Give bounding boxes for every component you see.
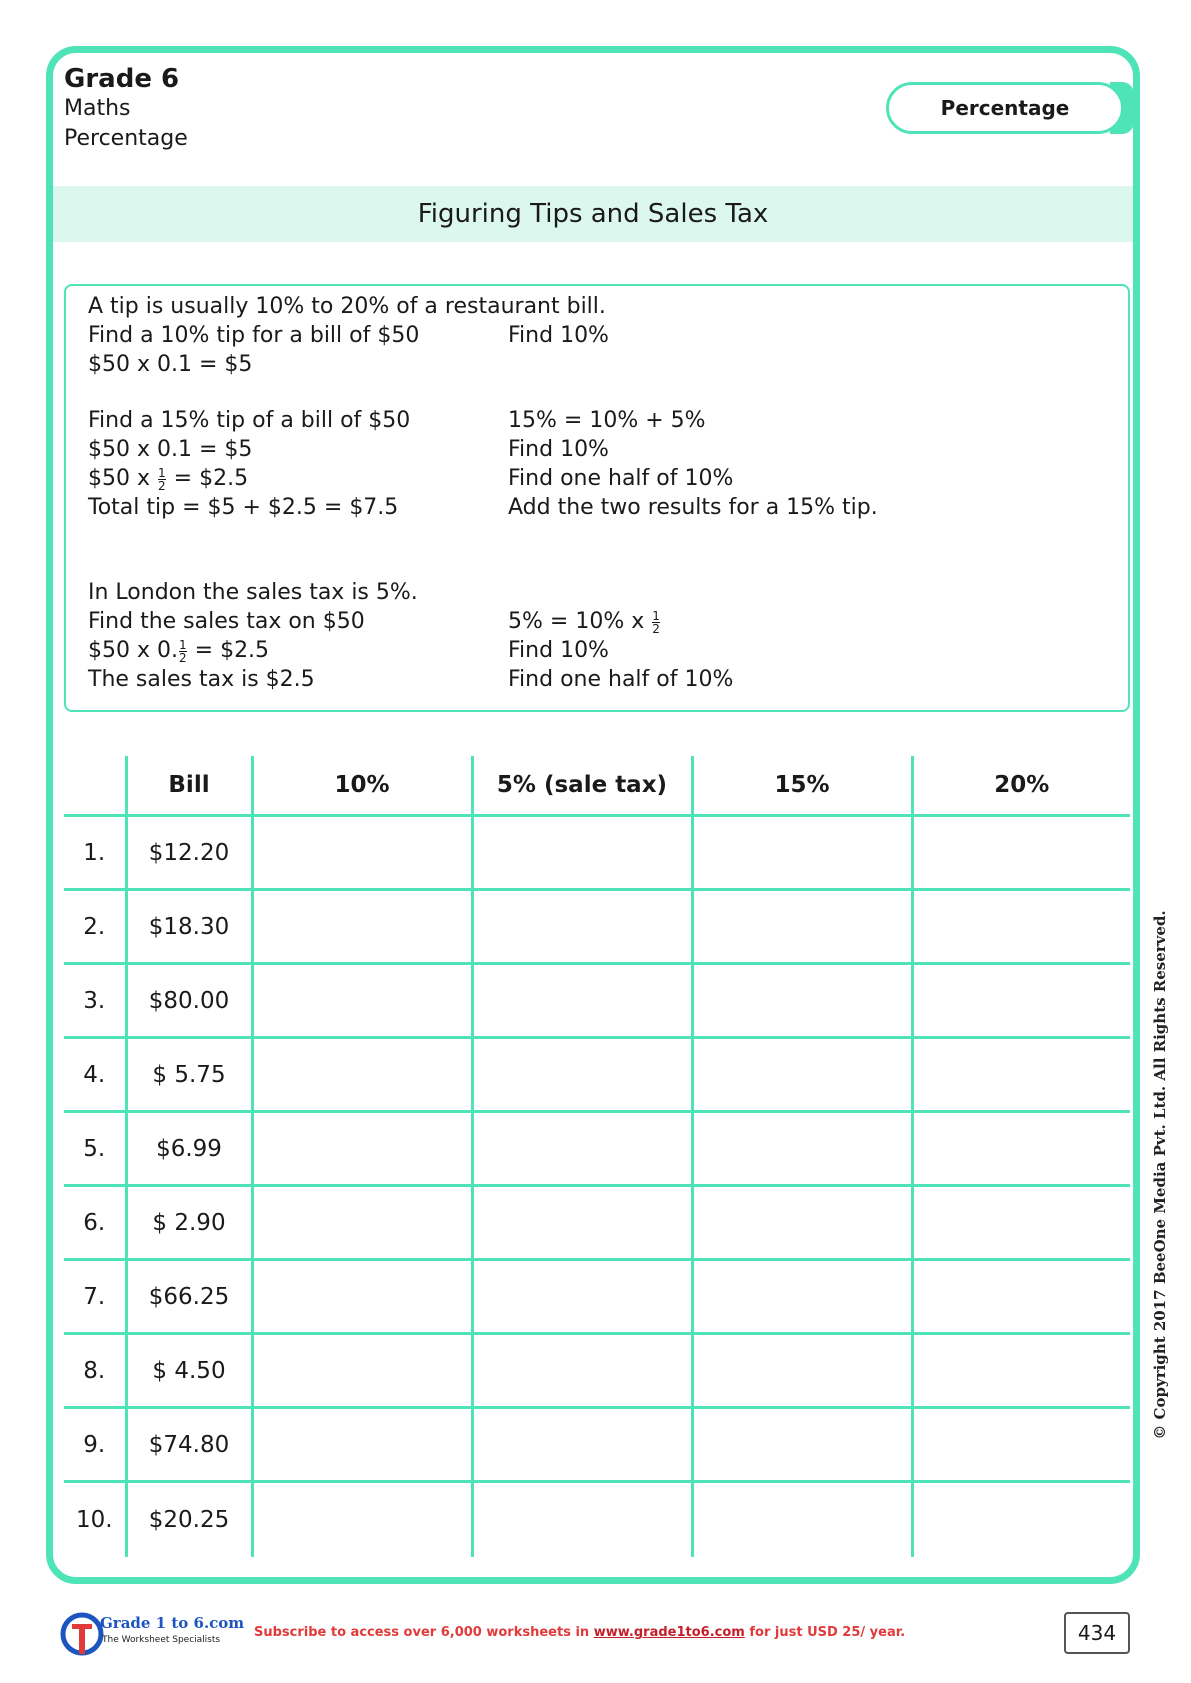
worksheet-title: Figuring Tips and Sales Tax — [53, 186, 1133, 242]
example-line: Find a 10% tip for a bill of $50 — [88, 323, 420, 348]
row-number: 9. — [64, 1408, 126, 1482]
header-number — [64, 756, 126, 816]
example-line: Find a 15% tip of a bill of $50 — [88, 408, 411, 433]
answer-20-percent[interactable] — [912, 1112, 1130, 1186]
answer-10-percent[interactable] — [252, 1186, 472, 1260]
example-line — [88, 464, 248, 493]
row-number: 5. — [64, 1112, 126, 1186]
answer-15-percent[interactable] — [692, 816, 912, 890]
example-note — [508, 607, 661, 636]
answer-20-percent[interactable] — [912, 890, 1130, 964]
answer-10-percent[interactable] — [252, 1112, 472, 1186]
header-5-percent-tax: 5% (sale tax) — [472, 756, 692, 816]
answer-5-percent-tax[interactable] — [472, 1112, 692, 1186]
example-line: Find the sales tax on $50 — [88, 609, 365, 634]
answer-15-percent[interactable] — [692, 1482, 912, 1558]
subscribe-banner — [254, 1625, 905, 1640]
answer-15-percent[interactable] — [692, 1112, 912, 1186]
answer-5-percent-tax[interactable] — [472, 1408, 692, 1482]
example-note: Find 10% — [508, 638, 609, 663]
header-20-percent: 20% — [912, 756, 1130, 816]
answer-10-percent[interactable] — [252, 890, 472, 964]
instruction-box — [64, 284, 1130, 712]
website-link[interactable]: www.grade1to6.com — [593, 1625, 745, 1640]
row-number: 4. — [64, 1038, 126, 1112]
half-fraction: $\frac{1}{2}$ — [158, 465, 166, 493]
bill-amount: $ 2.90 — [126, 1186, 252, 1260]
answer-5-percent-tax[interactable] — [472, 1260, 692, 1334]
example-note: Find 10% — [508, 323, 609, 348]
answer-table — [64, 756, 1130, 1557]
grade-label: Grade 6 — [64, 64, 180, 94]
row-number: 1. — [64, 816, 126, 890]
subscribe-text: for just USD 25/ year. — [749, 1625, 906, 1640]
answer-20-percent[interactable] — [912, 1038, 1130, 1112]
header-bill: Bill — [126, 756, 252, 816]
example-note: Add the two results for a 15% tip. — [508, 495, 878, 520]
example-line: $50 x 0.1 = $5 — [88, 437, 253, 462]
table-row — [64, 964, 1130, 1038]
answer-5-percent-tax[interactable] — [472, 1334, 692, 1408]
answer-15-percent[interactable] — [692, 890, 912, 964]
example-line — [88, 636, 269, 665]
answer-20-percent[interactable] — [912, 1482, 1130, 1558]
row-number: 10. — [64, 1482, 126, 1558]
bill-amount: $74.80 — [126, 1408, 252, 1482]
row-number: 2. — [64, 890, 126, 964]
bill-amount: $ 5.75 — [126, 1038, 252, 1112]
example-note: Find 10% — [508, 437, 609, 462]
answer-10-percent[interactable] — [252, 1482, 472, 1558]
tax-intro: In London the sales tax is 5%. — [88, 580, 418, 605]
example-line: Total tip = $5 + $2.5 = $7.5 — [88, 495, 399, 520]
table-row — [64, 1334, 1130, 1408]
bill-amount: $ 4.50 — [126, 1334, 252, 1408]
table-row — [64, 1112, 1130, 1186]
answer-5-percent-tax[interactable] — [472, 1482, 692, 1558]
example-note: Find one half of 10% — [508, 466, 734, 491]
answer-5-percent-tax[interactable] — [472, 1186, 692, 1260]
table-row — [64, 1408, 1130, 1482]
subscribe-text: Subscribe to access over 6,000 worksheets in — [254, 1625, 590, 1640]
answer-20-percent[interactable] — [912, 1186, 1130, 1260]
answer-10-percent[interactable] — [252, 816, 472, 890]
answer-15-percent[interactable] — [692, 1260, 912, 1334]
topic-badge: Percentage — [886, 82, 1124, 134]
answer-10-percent[interactable] — [252, 1260, 472, 1334]
half-fraction: $\frac{1}{2}$ — [652, 608, 660, 636]
row-number: 8. — [64, 1334, 126, 1408]
example-line: $50 x 0.1 = $5 — [88, 352, 253, 377]
answer-5-percent-tax[interactable] — [472, 1038, 692, 1112]
logo-tagline: The Worksheet Specialists — [102, 1635, 221, 1645]
example-note: Find one half of 10% — [508, 667, 734, 692]
row-number: 3. — [64, 964, 126, 1038]
header-15-percent: 15% — [692, 756, 912, 816]
bill-amount: $6.99 — [126, 1112, 252, 1186]
header-10-percent: 10% — [252, 756, 472, 816]
half-fraction: $\frac{1}{2}$ — [179, 637, 187, 665]
example-text: $50 x — [88, 466, 151, 491]
answer-20-percent[interactable] — [912, 1408, 1130, 1482]
copyright-notice: © Copyright 2017 BeeOne Media Pvt. Ltd. All Rights Reserved. — [1151, 910, 1169, 1440]
logo-icon — [60, 1612, 104, 1656]
table-row — [64, 1482, 1130, 1558]
example-text: = $2.5 — [173, 466, 249, 491]
bill-amount: $66.25 — [126, 1260, 252, 1334]
answer-20-percent[interactable] — [912, 816, 1130, 890]
table-header-row — [64, 756, 1130, 816]
row-number: 6. — [64, 1186, 126, 1260]
row-number: 7. — [64, 1260, 126, 1334]
bill-amount: $20.25 — [126, 1482, 252, 1558]
table-row — [64, 890, 1130, 964]
example-line: The sales tax is $2.5 — [88, 667, 315, 692]
table-row — [64, 816, 1130, 890]
topic-label: Percentage — [64, 126, 188, 151]
example-note: 15% = 10% + 5% — [508, 408, 706, 433]
logo-name: Grade 1 to 6.com — [100, 1614, 245, 1632]
answer-5-percent-tax[interactable] — [472, 890, 692, 964]
answer-20-percent[interactable] — [912, 964, 1130, 1038]
grade-block — [64, 64, 188, 154]
answer-5-percent-tax[interactable] — [472, 964, 692, 1038]
answer-10-percent[interactable] — [252, 1334, 472, 1408]
bill-amount: $18.30 — [126, 890, 252, 964]
answer-15-percent[interactable] — [692, 964, 912, 1038]
tip-intro: A tip is usually 10% to 20% of a restaurant bill. — [88, 294, 606, 319]
answer-15-percent[interactable] — [692, 1038, 912, 1112]
example-text: 5% = 10% x — [508, 609, 645, 634]
subject-label: Maths — [64, 96, 131, 121]
table-row — [64, 1038, 1130, 1112]
answer-20-percent[interactable] — [912, 1334, 1130, 1408]
table-row — [64, 1260, 1130, 1334]
answer-10-percent[interactable] — [252, 1038, 472, 1112]
table-row — [64, 1186, 1130, 1260]
answer-15-percent[interactable] — [692, 1186, 912, 1260]
answer-5-percent-tax[interactable] — [472, 816, 692, 890]
example-text: = $2.5 — [194, 638, 270, 663]
bill-amount: $80.00 — [126, 964, 252, 1038]
answer-10-percent[interactable] — [252, 1408, 472, 1482]
answer-10-percent[interactable] — [252, 964, 472, 1038]
page-number: 434 — [1064, 1612, 1130, 1654]
answer-20-percent[interactable] — [912, 1260, 1130, 1334]
bill-amount: $12.20 — [126, 816, 252, 890]
answer-15-percent[interactable] — [692, 1334, 912, 1408]
example-text: $50 x 0. — [88, 638, 178, 663]
answer-15-percent[interactable] — [692, 1408, 912, 1482]
